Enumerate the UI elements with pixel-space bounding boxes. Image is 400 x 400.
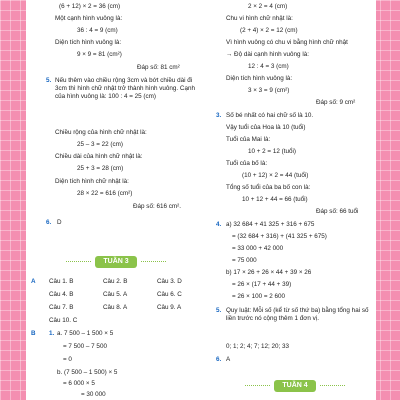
text-line: Diện tích hình vuông là: [226,75,293,82]
text-line: Đáp số: 66 tuổi [316,208,359,215]
text-line: Một cạnh hình vuông là: [55,15,123,22]
text-line: 3 × 3 = 9 (cm²) [248,87,290,94]
text-line: → Độ dài cạnh hình vuông là: [226,51,309,58]
question-number: 1. [49,330,55,337]
week-3-heading: TUẦN 3 [95,256,137,268]
text-line: Đáp số: 9 cm² [316,99,356,106]
text-line: = 26 × (17 + 44 + 39) [232,281,292,288]
text-line: (2 + 4) × 2 = 12 (cm) [240,27,298,34]
text-line: 25 – 3 = 22 (cm) [77,141,124,148]
text-line: Tuổi của Mai là: [226,136,271,143]
text-line: 2 × 2 = 4 (cm) [248,3,288,10]
text-line: Diện tích hình vuông là: [55,39,122,46]
answer-item: Câu 9. A [157,304,182,311]
text-line: = 7 500 – 7 500 [63,343,107,350]
answer-item: Câu 6. C [157,291,182,298]
text-line: 9 × 9 = 81 (cm²) [77,51,122,58]
answer-item: Câu 3. D [157,278,182,285]
text-line: 0; 1; 2; 4; 7; 12; 20; 33 [226,343,290,350]
text-line: 12 : 4 = 3 (cm) [248,63,289,70]
answer-text: A [226,356,231,363]
week-4-heading: TUẦN 4 [274,380,316,392]
question-number: 6. [46,219,52,226]
question-number: 4. [216,221,222,228]
question-text: Nếu thêm vào chiều rộng 3cm và bớt chiều dài đi 3cm thì hình chữ nhật trở thành hình vuông. Cạnh của hình vuông là: 100 : 4 = 25 (cm) [55,77,195,100]
text-line: Số bé nhất có hai chữ số là 10. [226,112,314,119]
answer-item: Câu 4. B [49,291,74,298]
text-line: a. 7 500 – 1 500 × 5 [57,330,114,337]
text-line: 10 + 12 + 44 = 66 (tuổi) [242,196,308,203]
text-line: (10 + 12) × 2 = 44 (tuổi) [242,172,309,179]
text-line: Chiều dài của hình chữ nhật là: [55,153,143,160]
text-line: Tuổi của bố là: [226,160,268,167]
text-line: Đáp số: 81 cm² [137,64,180,71]
text-line: 36 : 4 = 9 (cm) [77,27,118,34]
text-line: Đáp số: 616 cm². [133,203,181,210]
text-line: = 30 000 [81,391,106,398]
text-line: = 26 × 100 = 2 600 [232,293,286,300]
question-number: 3. [216,112,222,119]
answer-text: D [57,219,62,226]
text-line: = (32 684 + 316) + (41 325 + 675) [232,233,327,240]
text-line: 28 × 22 = 616 (cm²) [77,190,133,197]
answer-page [26,0,376,400]
text-line: Vậy tuổi của Hoa là 10 (tuổi) [226,124,306,131]
text-line: = 0 [63,356,72,363]
answer-item: Câu 5. A [103,291,128,298]
question-text: Quy luật: Mỗi số (kể từ số thứ ba) bằng tổng hai số liền trước nó cộng thêm 1 đơn vị. [226,307,369,322]
text-line: Tổng số tuổi của ba bố con là: [226,184,311,191]
answer-item: Câu 10. C [49,317,78,324]
text-line: (6 + 12) × 2 = 36 (cm) [59,3,121,10]
text-line: b) 17 × 26 + 26 × 44 + 39 × 26 [226,269,312,276]
text-line: a) 32 684 + 41 325 + 316 + 675 [226,221,315,228]
answer-item: Câu 1. B [49,278,74,285]
text-line: = 6 000 × 5 [63,380,95,387]
text-line: = 75 000 [232,257,257,264]
text-line: Chiều rộng của hình chữ nhật là: [55,129,147,136]
question-number: 6. [216,356,222,363]
section-a-label: A [31,278,36,285]
question-number: 5. [46,77,52,84]
text-line: Vì hình vuông có chu vi bằng hình chữ nhật [226,39,348,46]
text-line: 10 + 2 = 12 (tuổi) [248,148,296,155]
text-line: 25 + 3 = 28 (cm) [77,165,124,172]
answer-item: Câu 7. B [49,304,74,311]
section-b-label: B [31,330,36,337]
question-number: 5. [216,307,222,314]
answer-item: Câu 2. B [103,278,128,285]
answer-item: Câu 8. A [103,304,128,311]
text-line: Diện tích hình chữ nhật là: [55,178,129,185]
text-line: Chu vi hình chữ nhật là: [226,15,293,22]
text-line: b. (7 500 – 1 500) × 5 [57,369,118,376]
text-line: = 33 000 + 42 000 [232,245,284,252]
